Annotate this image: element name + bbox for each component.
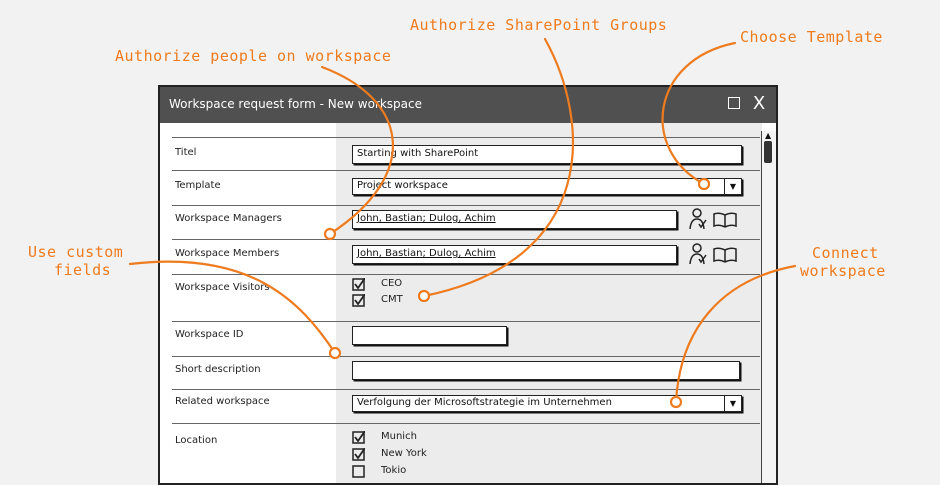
callout-connect-line1: Connect: [812, 244, 879, 262]
callout-authorize-people: Authorize people on workspace: [115, 47, 392, 65]
close-button[interactable]: X: [752, 93, 766, 114]
managers-people-picker[interactable]: John, Bastian; Dulog, Achim: [352, 210, 677, 229]
short-description-label: Short description: [175, 364, 261, 375]
callout-connect-workspace: [800, 244, 886, 280]
row-divider: [172, 321, 760, 322]
callout-custom-fields-line1: Use custom: [28, 243, 124, 261]
address-book-icon[interactable]: [713, 212, 737, 228]
location-label: Location: [175, 435, 218, 446]
titel-label: Titel: [175, 147, 197, 158]
related-workspace-value: Verfolgung der Microsoftstrategie im Unternehmen: [357, 397, 612, 408]
checkbox-checked-icon[interactable]: [352, 448, 365, 461]
row-divider: [172, 170, 760, 171]
workspace-id-label: Workspace ID: [175, 329, 244, 340]
location-option-label: Munich: [381, 431, 417, 442]
template-select-value: Project workspace: [357, 180, 448, 191]
scrollbar-thumb[interactable]: [764, 141, 772, 163]
row-divider: [172, 389, 760, 390]
visitors-option-label: CEO: [381, 278, 403, 289]
chevron-down-icon[interactable]: ▼: [724, 179, 741, 194]
minimize-button[interactable]: [728, 97, 740, 109]
check-names-icon[interactable]: [688, 207, 708, 231]
vertical-scrollbar[interactable]: [761, 131, 776, 483]
check-names-icon[interactable]: [688, 242, 708, 266]
members-label: Workspace Members: [175, 248, 280, 259]
titel-input[interactable]: Starting with SharePoint: [352, 145, 742, 164]
row-divider: [172, 239, 760, 240]
window-title: Workspace request form - New workspace: [169, 97, 423, 111]
related-workspace-select[interactable]: [352, 395, 742, 412]
checkbox-checked-icon[interactable]: [352, 431, 365, 444]
row-divider: [172, 274, 760, 275]
checkbox-checked-icon[interactable]: [352, 278, 365, 291]
row-divider: [172, 205, 760, 206]
checkbox-unchecked-icon[interactable]: [352, 465, 365, 478]
members-people-picker[interactable]: John, Bastian; Dulog, Achim: [352, 245, 677, 264]
workspace-request-window: [158, 85, 778, 485]
location-option-label: Tokio: [381, 465, 407, 476]
callout-connect-line2: workspace: [800, 262, 886, 280]
managers-label: Workspace Managers: [175, 213, 282, 224]
related-workspace-label: Related workspace: [175, 396, 270, 407]
visitors-label: Workspace Visitors: [175, 282, 270, 293]
address-book-icon[interactable]: [713, 247, 737, 263]
template-label: Template: [175, 180, 221, 191]
row-divider: [172, 137, 760, 138]
short-description-input[interactable]: [352, 361, 740, 380]
template-select[interactable]: [352, 178, 742, 195]
workspace-id-input[interactable]: [352, 326, 507, 345]
visitors-option-label: CMT: [381, 294, 403, 305]
callout-choose-template: Choose Template: [740, 28, 883, 46]
form-content: [160, 123, 762, 483]
row-divider: [172, 423, 760, 424]
callout-custom-fields: [28, 243, 123, 279]
scroll-up-arrow-icon[interactable]: ▲: [765, 131, 772, 140]
chevron-down-icon[interactable]: ▼: [724, 396, 741, 411]
callout-authorize-groups: Authorize SharePoint Groups: [410, 16, 668, 34]
window-titlebar: [160, 87, 776, 123]
callout-custom-fields-line2: fields: [54, 261, 112, 279]
location-option-label: New York: [381, 448, 427, 459]
checkbox-checked-icon[interactable]: [352, 294, 365, 307]
row-divider: [172, 356, 760, 357]
